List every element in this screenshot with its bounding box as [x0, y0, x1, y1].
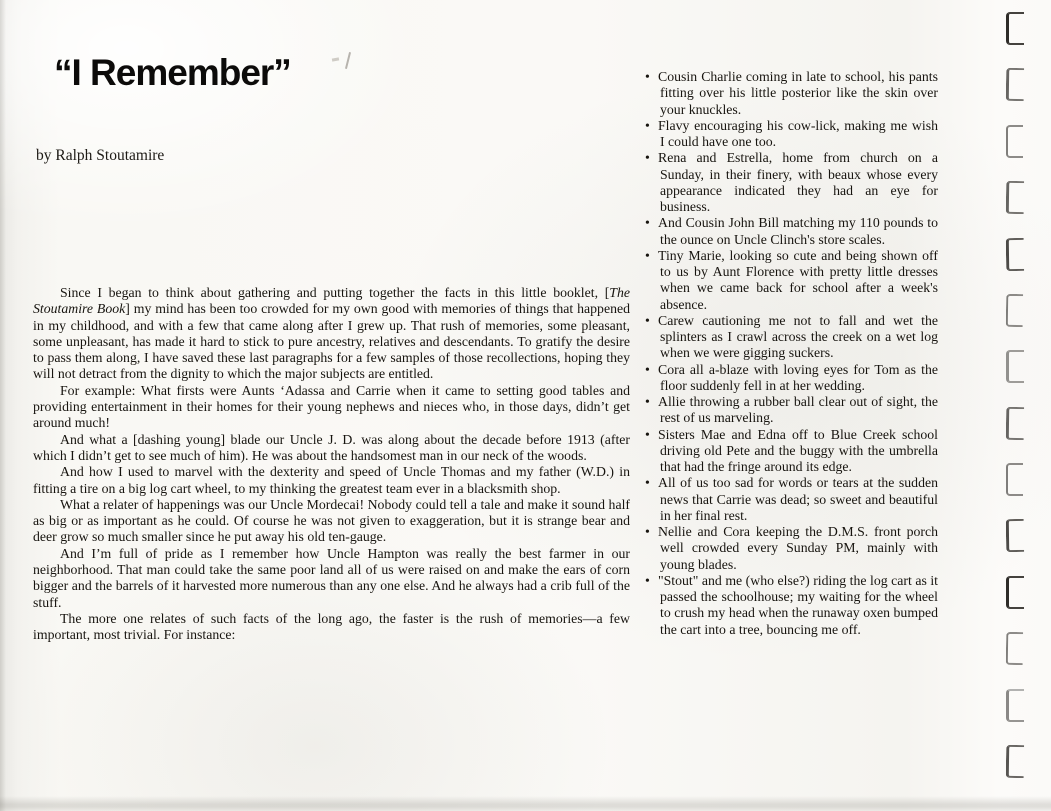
binding-hole-icon	[1006, 237, 1024, 270]
list-item	[645, 215, 938, 248]
list-item	[645, 118, 938, 151]
binding-hole-icon	[1006, 576, 1024, 609]
list-item	[645, 362, 938, 395]
scan-artifact	[332, 57, 339, 61]
paragraph: And how I used to marvel with the dexterity and speed of Uncle Thomas and my father (W.D.) in fitting a tire on a big log cart wheel, to my thinking the greatest team ever in a blacksmith shop.	[33, 464, 630, 496]
list-item	[645, 313, 938, 362]
body-text-column	[33, 285, 630, 644]
paragraph	[33, 285, 630, 383]
bullet-icon: •	[645, 69, 650, 84]
binding-hole-icon	[1006, 632, 1023, 665]
binding-hole-icon	[1006, 68, 1024, 101]
bullet-icon: •	[645, 150, 650, 166]
list-item	[645, 69, 938, 118]
paragraph: And I’m full of pride as I remember how Uncle Hampton was really the best farmer in our neighborhood. That man could take the same poor land all of us were raised on and make the ears of corn bigger and the barrels of it harvested more numerous than any one else. And he always had a crib full of the stuff.	[33, 545, 630, 610]
list-item-text: Nellie and Cora keeping the D.M.S. front porch well crowded every Sunday PM, mainly with young blades.	[658, 524, 938, 572]
bullet-icon: •	[645, 524, 650, 539]
paragraph-text: Since I began to think about gathering and putting together the facts in this little booklet, [	[60, 285, 610, 300]
bullet-icon: •	[645, 215, 650, 231]
bullet-icon: •	[645, 394, 650, 409]
list-item-text: Cora all a-blaze with loving eyes for Tom as the floor suddenly fell in at her wedding.	[658, 361, 938, 393]
paragraph-text: ] my mind has been too crowded for my own good with memories of things that happened in my childhood, and with a few that came along after I grew up. That rush of memories, some pleasant, some unpleasant, has made it hard to stick to pure ancestry, relatives and descendants. To gratify the desire to pass them along, I have saved these last paragraphs for a few samples of those recollections, hoping they will not detract from the dignity to which the major subjects are entitled.	[33, 301, 630, 382]
binding-hole-icon	[1006, 745, 1024, 778]
list-item-text: "Stout" and me (who else?) riding the log cart as it passed the schoolhouse; my waiting for the wheel to crush my head when the runaway oxen bumped the cart into a tree, bouncing me off.	[658, 572, 938, 637]
byline: by Ralph Stoutamire	[36, 147, 165, 164]
list-item-text: Allie throwing a rubber ball clear out of sight, the rest of us marveling.	[658, 394, 938, 426]
list-item-text: Flavy encouraging his cow-lick, making me wish I could have one too.	[658, 117, 938, 149]
binding-hole-icon	[1006, 12, 1024, 45]
binding-hole-icon	[1006, 519, 1024, 552]
bullet-icon: •	[645, 247, 650, 263]
bullet-icon: •	[645, 475, 650, 491]
binding-hole-icon	[1006, 463, 1023, 496]
bullet-icon: •	[645, 426, 650, 442]
list-item	[645, 427, 938, 476]
list-item	[645, 394, 938, 427]
binding-hole-icon	[1006, 407, 1024, 440]
paragraph: What a relater of happenings was our Uncle Mordecai! Nobody could tell a tale and make it sound half as big or as important as he could. Of course he was not given to exaggeration, but it is strange bear and deer grow so much smaller since he put away his old ten-gauge.	[33, 496, 630, 545]
paragraph: The more one relates of such facts of the long ago, the faster is the rush of memories—a few important, most trivial. For instance:	[33, 610, 630, 643]
list-item-text: Carew cautioning me not to fall and wet the splinters as I crawl across the creek on a wet log when we were gigging suckers.	[658, 312, 938, 361]
list-item	[645, 150, 938, 215]
list-item	[645, 248, 938, 313]
list-item-text: All of us too sad for words or tears at the sudden news that Carrie was dead; so sweet and beautiful in her final rest.	[658, 475, 938, 523]
memories-list	[645, 69, 938, 638]
binding-hole-icon	[1006, 294, 1023, 327]
list-item-text: Rena and Estrella, home from church on a Sunday, in their finery, with beaux whose every appearance indicated they had an eye for business.	[658, 150, 938, 214]
binding-hole-icon	[1006, 689, 1024, 722]
page-title: “I Remember”	[54, 52, 291, 93]
list-item-text: Sisters Mae and Edna off to Blue Creek school driving old Pete and the buggy with the umbrella that had the fringe around its edge.	[658, 426, 938, 474]
list-item-text: Cousin Charlie coming in late to school, his pants fitting over his little posterior like the skin over your knuckles.	[658, 69, 938, 117]
bullet-icon: •	[645, 361, 650, 377]
memories-list-column	[645, 69, 938, 638]
page-left-edge-shadow	[0, 0, 6, 811]
list-item	[645, 524, 938, 573]
paragraph: And what a [dashing young] blade our Uncle J. D. was along about the decade before 1913 (after which I didn’t get to see much of him). He was about the handsomest man in our neck of the woods.	[33, 431, 630, 463]
binding-hole-icon	[1006, 181, 1024, 214]
list-item	[645, 573, 938, 638]
book-title-italic: The Stoutamire Book	[33, 285, 630, 317]
list-item	[645, 475, 938, 524]
scan-artifact	[345, 52, 351, 69]
paragraph: For example: What firsts were Aunts ‘Adassa and Carrie when it came to setting good tables and providing entertainment in their homes for their young nephews and nieces who, in those days, didn’t get around much!	[33, 382, 630, 431]
spiral-binding	[1006, 12, 1036, 778]
binding-hole-icon	[1006, 350, 1024, 383]
bullet-icon: •	[645, 312, 650, 328]
bullet-icon: •	[645, 572, 650, 588]
bullet-icon: •	[645, 117, 650, 133]
list-item-text: Tiny Marie, looking so cute and being shown off to us by Aunt Florence with pretty little dresses when we came back for school after a week's absence.	[658, 247, 938, 312]
binding-hole-icon	[1006, 125, 1023, 158]
page-bottom-shadow	[0, 796, 1051, 811]
list-item-text: And Cousin John Bill matching my 110 pounds to the ounce on Uncle Clinch's store scales.	[658, 215, 938, 247]
